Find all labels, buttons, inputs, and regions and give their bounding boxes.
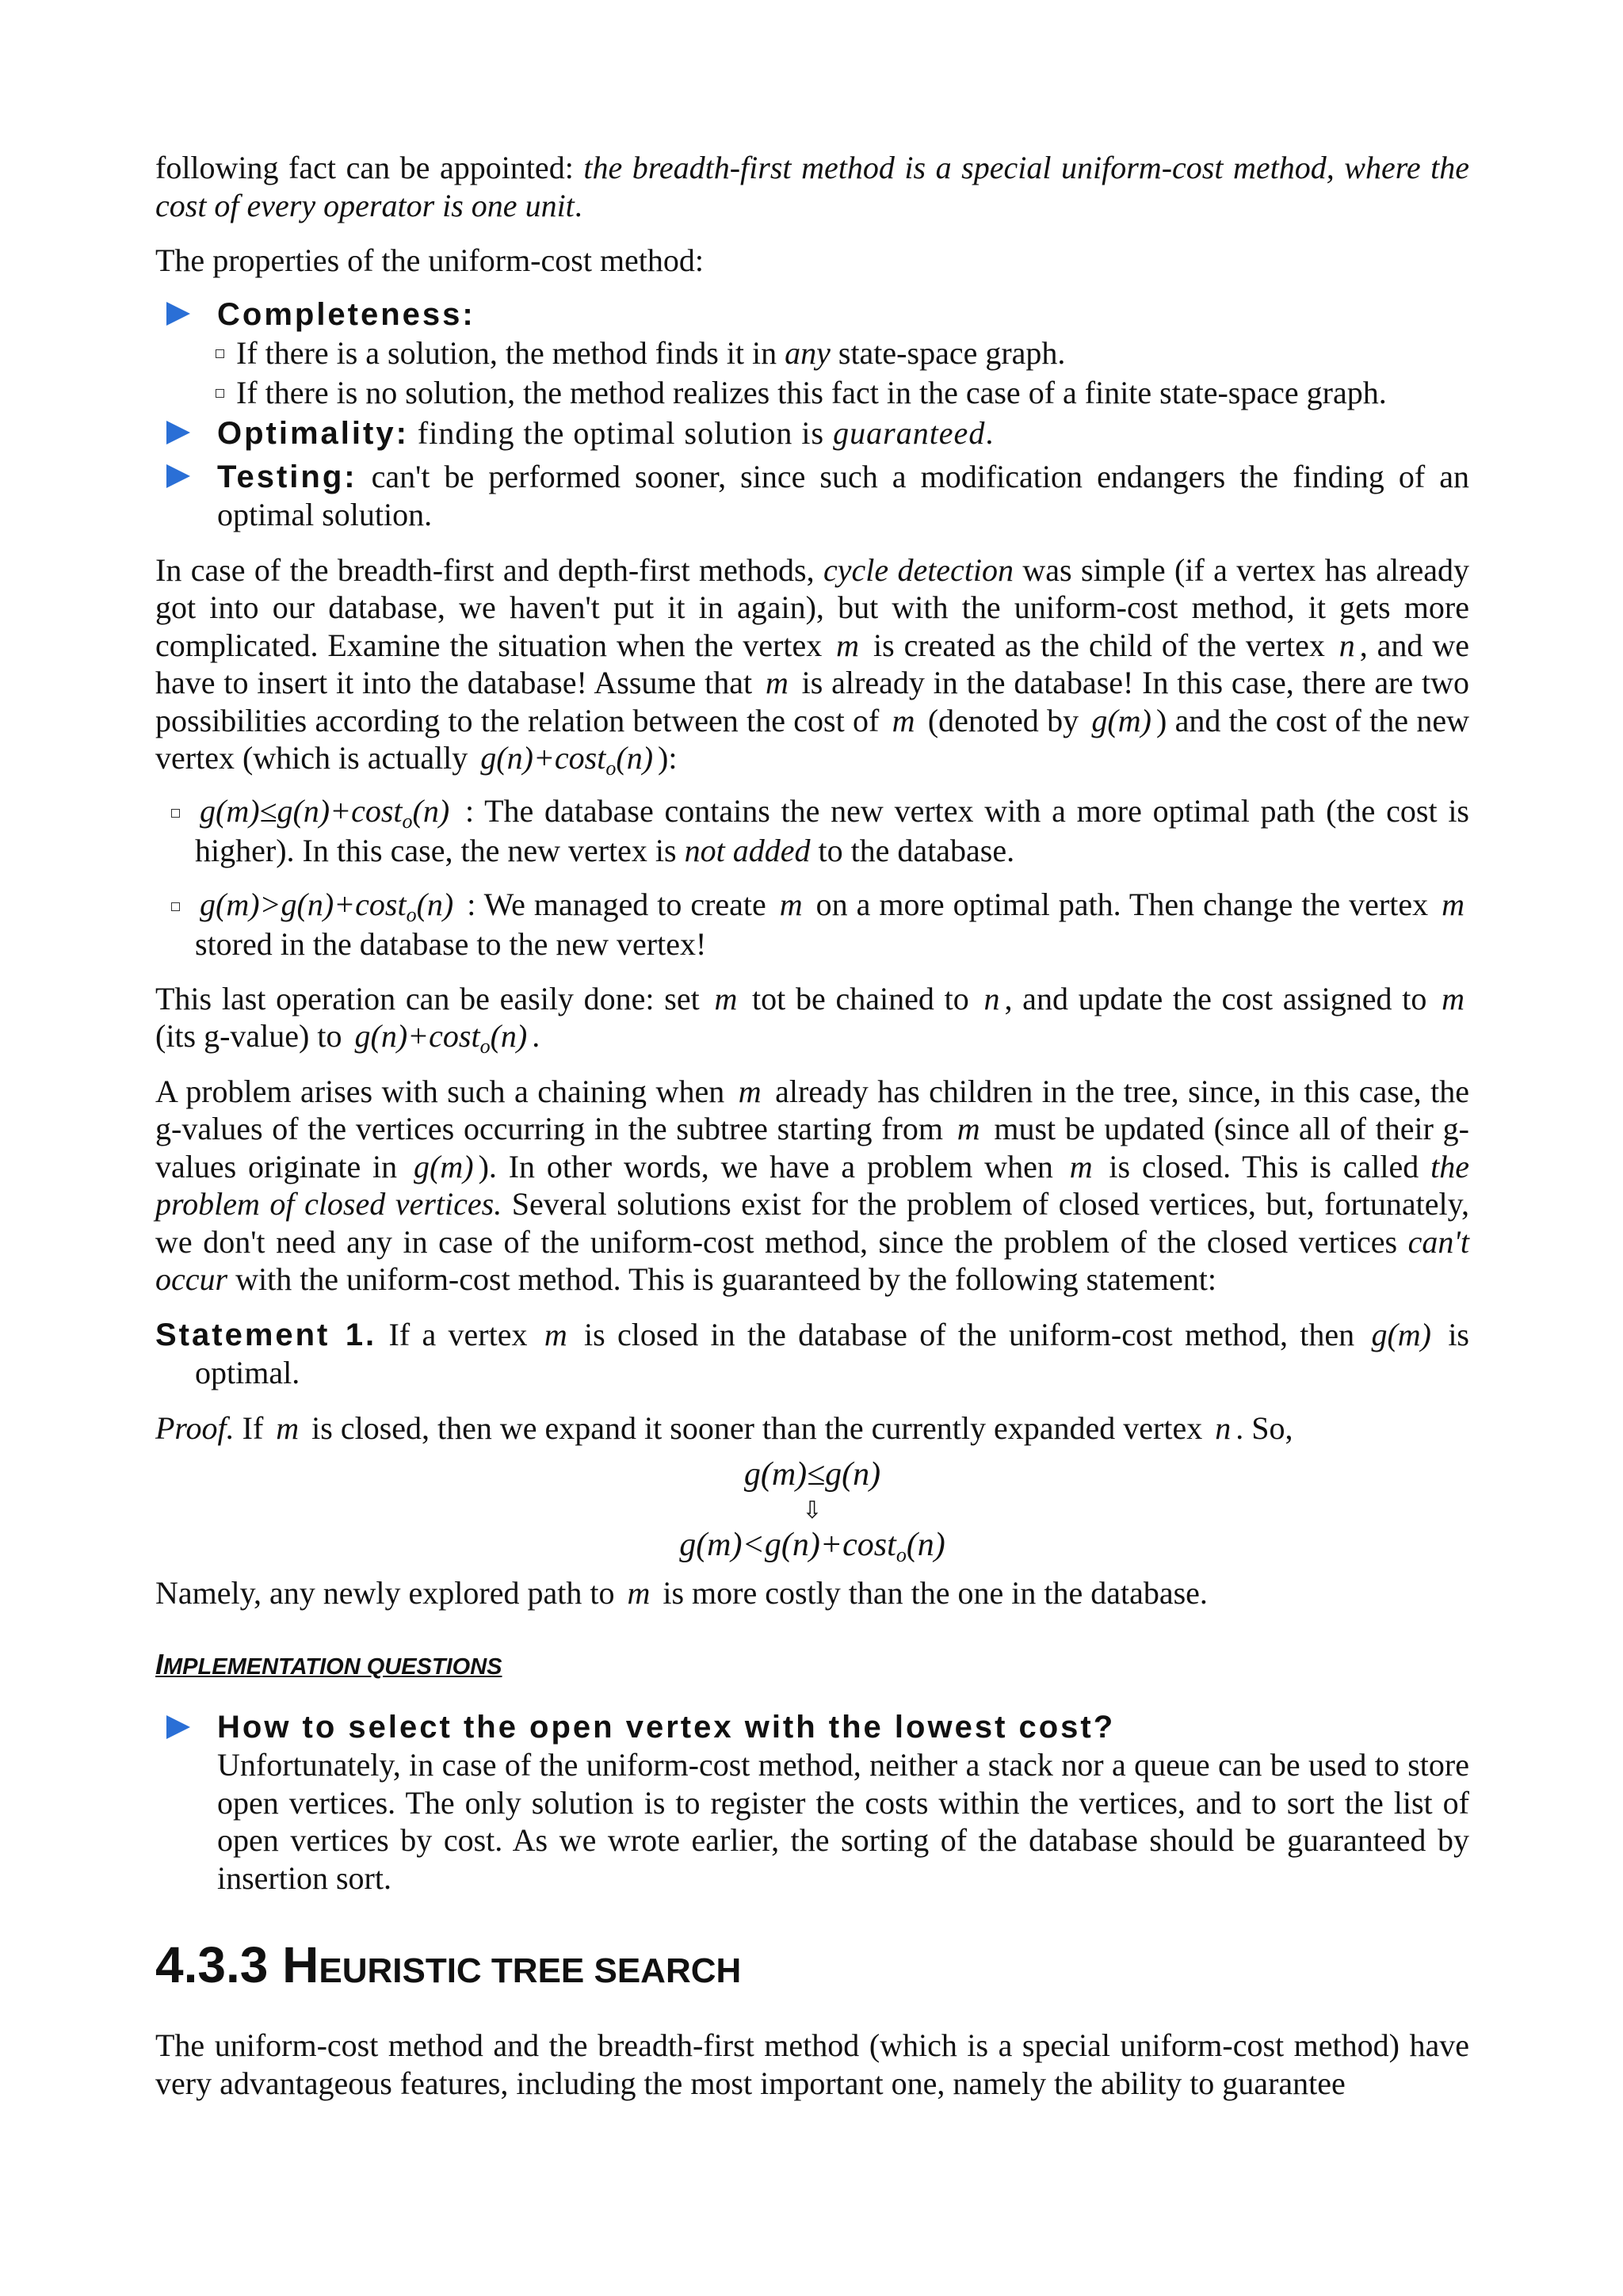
square-bullet-icon [171, 809, 180, 818]
text: This last operation can be easily done: set [155, 980, 710, 1016]
math-expr: g(m) [1091, 702, 1151, 738]
implies-arrow [155, 1494, 1469, 1525]
math-part: g(m)<g(n)+cost [679, 1527, 896, 1563]
text: , and update the cost assigned to [1004, 980, 1438, 1016]
section-number: 4.3.3 H [155, 1936, 319, 1993]
section-title: EURISTIC TREE SEARCH [319, 1951, 742, 1990]
text: : The database contains the new vertex with a more optimal path (the cost is higher). In this case, the new vertex is [195, 792, 1469, 868]
bullet-triangle-icon [166, 421, 190, 444]
math-var: n [983, 980, 1000, 1016]
equation-line-2 [155, 1525, 1469, 1565]
text: If there is no solution, the method realizes this fact in the case of a finite state-space graph. [236, 375, 1387, 410]
list-item-testing [155, 458, 1469, 534]
math-var: m [957, 1111, 980, 1146]
list-item-select-open-vertex [155, 1709, 1469, 1897]
equation-line-1: g(m)≤g(n) [743, 1456, 881, 1493]
math-var: m [1069, 1148, 1093, 1184]
list-item-optimality [155, 414, 1469, 453]
text: can't be performed sooner, since such a modification endangers the finding of an optimal solution. [217, 458, 1469, 532]
math-var: m [738, 1073, 762, 1109]
text: was simple (if a vertex has already got into our database, we haven't put it in again), but with the uniform-cost method, it gets more complicated. Examine the situation when the vertex [155, 551, 1469, 663]
text: following fact can be appointed: [155, 150, 584, 185]
statement-label: Statement 1. [155, 1317, 377, 1352]
math-var: m [836, 627, 860, 663]
square-bullet-icon [171, 902, 180, 911]
text: ) and the cost of the new vertex (which is actually [155, 702, 1469, 776]
paragraph-cycle-detection [155, 551, 1470, 780]
keyword-optimality: Optimality: [217, 416, 409, 451]
math-expr [195, 792, 454, 833]
text: is closed in the database of the uniform-cost method, then [571, 1316, 1367, 1352]
text: already has children in the tree, since, in this case, the g-values of the vertices occurring in the subtree starting from [155, 1073, 1469, 1146]
text: If there is a solution, the method finds it in [236, 335, 785, 371]
heading-rest: MPLEMENTATION QUESTIONS [163, 1653, 502, 1680]
paragraph-properties-intro: The properties of the uniform-cost method: [155, 242, 705, 278]
bullet-triangle-icon [166, 302, 190, 326]
implementation-heading [155, 1649, 1469, 1687]
math-var: m [627, 1575, 651, 1611]
condition-item-greater [155, 885, 1469, 964]
math-expr: g(m) [1371, 1316, 1431, 1352]
paragraph-conclusion [155, 1574, 1469, 1612]
text: is closed, then we expand it sooner than the currently expanded vertex [304, 1409, 1211, 1446]
emphasis-text: the problem of closed vertices. [155, 1148, 1469, 1222]
emphasis-text: any [785, 335, 831, 371]
text: . So, [1235, 1409, 1293, 1446]
paragraph-closed-vertices [155, 1073, 1469, 1299]
statement-block [155, 1316, 1469, 1392]
text: ): [658, 740, 678, 776]
text: (denoted by [919, 702, 1087, 738]
math-subscript: o [896, 1543, 907, 1566]
square-bullet-icon [216, 349, 224, 358]
text: stored in the database to the new vertex! [195, 925, 707, 962]
text: finding the optimal solution is [408, 415, 834, 451]
math-var: n [1338, 627, 1355, 663]
text: . [985, 415, 994, 451]
question-answer: Unfortunately, in case of the uniform-cost method, neither a stack nor a queue can be used to store open vertices. The only solution is to register the costs within the vertices, and to sort the list of open vertices by cost. As we wrote earlier, the sorting of the database should be guaranteed by insertion sort. [217, 1747, 1469, 1896]
math-part: g(n)+cost [480, 740, 606, 776]
heading-initial: I [155, 1647, 164, 1680]
proof-label: Proof. [155, 1409, 235, 1446]
math-expr [195, 886, 458, 926]
equation-block [155, 1455, 1469, 1565]
text: Several solutions exist for the problem of closed vertices, but, fortunately, we don't need any in case of the uniform-cost method, since the problem of the closed vertices [155, 1186, 1470, 1260]
down-arrow-icon: ⇩ [802, 1497, 823, 1524]
implementation-heading-text [155, 1647, 502, 1680]
math-expr [475, 740, 658, 780]
math-part: g(m)≤g(n)+cost [200, 792, 403, 829]
list-item-completeness [155, 296, 1469, 334]
math-expr: g(m) [414, 1148, 474, 1184]
text: must be updated (since all of their g-values originate in [155, 1111, 1469, 1184]
text: A problem arises with such a chaining when [155, 1073, 734, 1109]
text: on a more optimal path. Then change the vertex [807, 886, 1438, 922]
text: . [532, 1018, 540, 1054]
text: state-space graph. [830, 335, 1066, 371]
text: with the uniform-cost method. This is guaranteed by the following statement: [227, 1261, 1216, 1297]
sub-item-no-solution [155, 373, 1469, 413]
section-heading [155, 1933, 1469, 2003]
question-label: How to select the open vertex with the lowest cost? [217, 1709, 1116, 1745]
paragraph-heuristic-intro: The uniform-cost method and the breadth-first method (which is a special uniform-cost method) have very advantageous features, including the most important one, namely the ability to guarantee [155, 2027, 1469, 2101]
math-subscript: o [402, 809, 413, 833]
text: tot be chained to [742, 980, 980, 1016]
math-var: n [1215, 1409, 1232, 1446]
math-expr [350, 1018, 533, 1058]
text: is already in the database! In this case, there are two possibilities according to the relation between the cost of [155, 665, 1470, 738]
math-part: g(m)>g(n)+cost [200, 886, 407, 922]
math-part: (n) [490, 1018, 528, 1054]
keyword-testing: Testing: [217, 459, 357, 494]
emphasis-text: the breadth-first method is a special uniform-cost method, where the cost of every operator is one unit [155, 150, 1469, 223]
text: Namely, any newly explored path to [155, 1575, 623, 1611]
math-var: m [779, 886, 803, 922]
condition-item-less-equal [155, 791, 1469, 871]
keyword-completeness: Completeness: [217, 296, 475, 332]
paragraph-chaining [155, 980, 1469, 1058]
emphasis-text: guaranteed [833, 415, 986, 451]
text: is more costly than the one in the database. [655, 1575, 1208, 1611]
sub-item-solution-exists [155, 334, 1469, 373]
math-var: m [544, 1316, 567, 1352]
emphasis-text: cycle detection [823, 551, 1014, 588]
paragraph-intro [155, 149, 1469, 224]
math-subscript: o [605, 757, 617, 780]
proof-paragraph [155, 1409, 1469, 1447]
text: is closed. This is called [1097, 1148, 1431, 1184]
math-var: m [765, 665, 789, 700]
math-part: (n) [412, 792, 450, 829]
square-bullet-icon [216, 389, 224, 398]
math-subscript: o [406, 902, 417, 926]
math-var: m [1442, 886, 1465, 922]
math-subscript: o [479, 1035, 491, 1058]
text: In case of the breadth-first and depth-first methods, [155, 551, 823, 588]
math-var: m [714, 980, 738, 1016]
document-body [155, 149, 1469, 2102]
text: is optimal. [195, 1316, 1470, 1390]
text: If a vertex [376, 1316, 540, 1352]
emphasis-text: can't occur [155, 1223, 1469, 1297]
emphasis-text: not added [684, 832, 811, 868]
text: is created as the child of the vertex [864, 627, 1335, 663]
text: : We managed to create [458, 886, 775, 922]
text: ). In other words, we have a problem when [478, 1148, 1065, 1184]
text: , and we have to insert it into the database! Assume that [155, 627, 1469, 700]
math-part: (n) [616, 740, 654, 776]
bullet-triangle-icon [166, 464, 190, 488]
math-part: g(n)+cost [354, 1018, 480, 1054]
bullet-triangle-icon [166, 1715, 190, 1739]
math-var: m [1442, 980, 1465, 1016]
math-part: (n) [906, 1527, 945, 1563]
math-var: m [276, 1409, 300, 1446]
math-var: m [892, 702, 915, 738]
text: . [574, 187, 582, 223]
text: (its g-value) to [155, 1018, 350, 1054]
text: to the database. [810, 832, 1015, 868]
text: If [234, 1409, 272, 1446]
properties-list [155, 296, 1469, 534]
math-part: (n) [416, 886, 454, 922]
